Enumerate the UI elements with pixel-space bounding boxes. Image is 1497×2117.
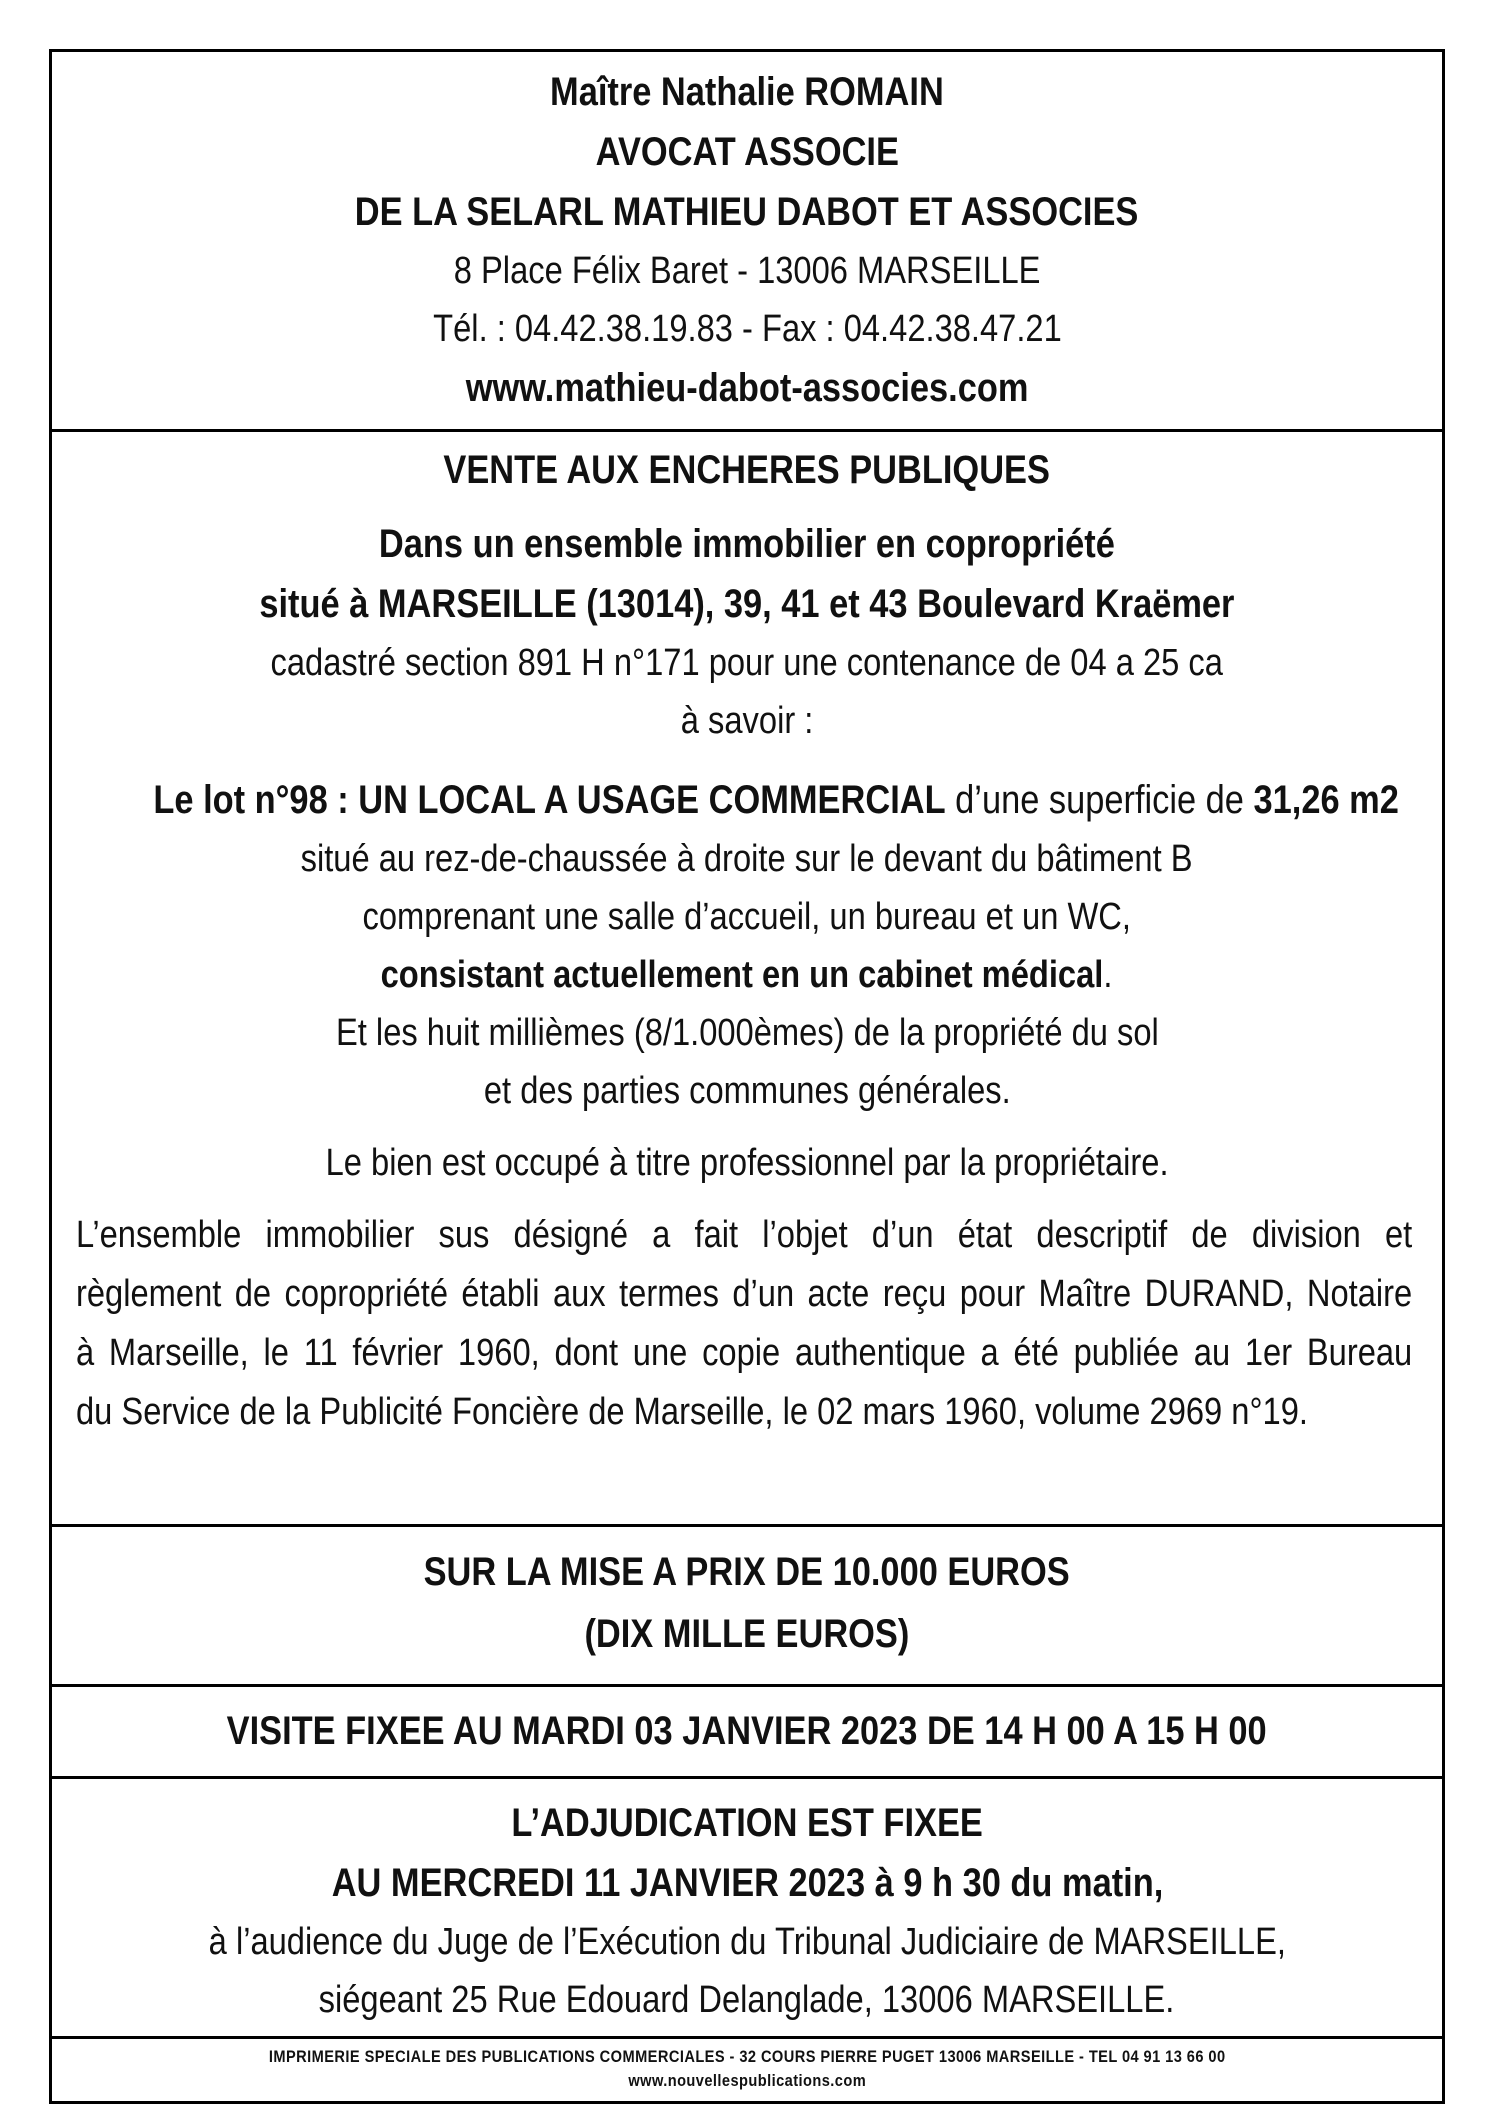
sale-description: [52, 432, 1442, 1527]
lot-area-label: d’une superficie de: [945, 778, 1254, 822]
a-savoir: à savoir :: [680, 700, 814, 742]
paragraph-line: règlement de copropriété établi aux termes d’un acte reçu pour Maître DURAND, Notaire: [76, 1273, 1413, 1315]
lawyer-title: AVOCAT ASSOCIE: [595, 130, 899, 174]
adjudication-heading: L’ADJUDICATION EST FIXEE: [511, 1801, 983, 1845]
visit-section: [52, 1687, 1442, 1779]
adjudication-section: [52, 1779, 1442, 2039]
starting-price: SUR LA MISE A PRIX DE 10.000 EUROS: [423, 1550, 1071, 1594]
sale-heading: VENTE AUX ENCHERES PUBLIQUES: [443, 448, 1051, 492]
lot-desc-3: [381, 946, 1113, 1004]
price-section: [52, 1527, 1442, 1687]
location-line-1: Dans un ensemble immobilier en copropriété: [379, 522, 1115, 566]
law-firm-name: DE LA SELARL MATHIEU DABOT ET ASSOCIES: [355, 190, 1139, 234]
firm-website: www.mathieu-dabot-associes.com: [465, 366, 1029, 410]
printer-website: www.nouvellespublications.com: [628, 2071, 866, 2090]
lot-desc-3-end: .: [1103, 954, 1113, 996]
printer-footer: [52, 2039, 1442, 2101]
printer-info: IMPRIMERIE SPECIALE DES PUBLICATIONS COMMERCIALES - 32 COURS PIERRE PUGET 13006 MARSEILLE - TEL 04 91 13 66 00: [268, 2047, 1226, 2066]
lot-title: Le lot n°98 : UN LOCAL A USAGE COMMERCIAL: [153, 778, 946, 822]
firm-address: 8 Place Félix Baret - 13006 MARSEILLE: [453, 250, 1041, 292]
adjudication-address: siégeant 25 Rue Edouard Delanglade, 13006 MARSEILLE.: [319, 1979, 1175, 2021]
lot-area: 31,26 m2: [1253, 778, 1399, 822]
lawyer-name: Maître Nathalie ROMAIN: [550, 70, 944, 114]
lot-desc-4: Et les huit millièmes (8/1.000èmes) de la propriété du sol: [335, 1012, 1159, 1054]
occupation-line: Le bien est occupé à titre professionnel par la propriétaire.: [325, 1142, 1169, 1184]
paragraph-line: du Service de la Publicité Foncière de Marseille, le 02 mars 1960, volume 2969 n°19.: [76, 1391, 1308, 1433]
lawyer-header: [52, 52, 1442, 432]
notice-frame: [49, 49, 1445, 2104]
lot-current-use: consistant actuellement en un cabinet médical: [381, 954, 1104, 996]
copropriete-paragraph: [52, 1206, 1442, 1442]
lot-desc-2: comprenant une salle d’accueil, un bureau et un WC,: [362, 896, 1132, 938]
location-line-2: situé à MARSEILLE (13014), 39, 41 et 43 Boulevard Kraëmer: [259, 582, 1235, 626]
lot-desc-5: et des parties communes générales.: [483, 1070, 1011, 1112]
starting-price-words: (DIX MILLE EUROS): [584, 1612, 910, 1656]
paragraph-line: à Marseille, le 11 février 1960, dont une copie authentique a été publiée au 1er Bureau: [76, 1332, 1413, 1374]
lot-desc-1: situé au rez-de-chaussée à droite sur le devant du bâtiment B: [301, 838, 1193, 880]
lot-line: [153, 770, 1398, 830]
firm-phone-fax: Tél. : 04.42.38.19.83 - Fax : 04.42.38.47.21: [432, 308, 1062, 350]
visit-date: VISITE FIXEE AU MARDI 03 JANVIER 2023 DE 14 H 00 A 15 H 00: [226, 1709, 1268, 1753]
cadastre-line: cadastré section 891 H n°171 pour une contenance de 04 a 25 ca: [270, 642, 1224, 684]
adjudication-date: AU MERCREDI 11 JANVIER 2023 à 9 h 30 du matin,: [331, 1861, 1163, 1905]
paragraph-line: L’ensemble immobilier sus désigné a fait l’objet d’un état descriptif de division et: [76, 1214, 1413, 1256]
adjudication-court: à l’audience du Juge de l’Exécution du Tribunal Judiciaire de MARSEILLE,: [208, 1921, 1286, 1963]
